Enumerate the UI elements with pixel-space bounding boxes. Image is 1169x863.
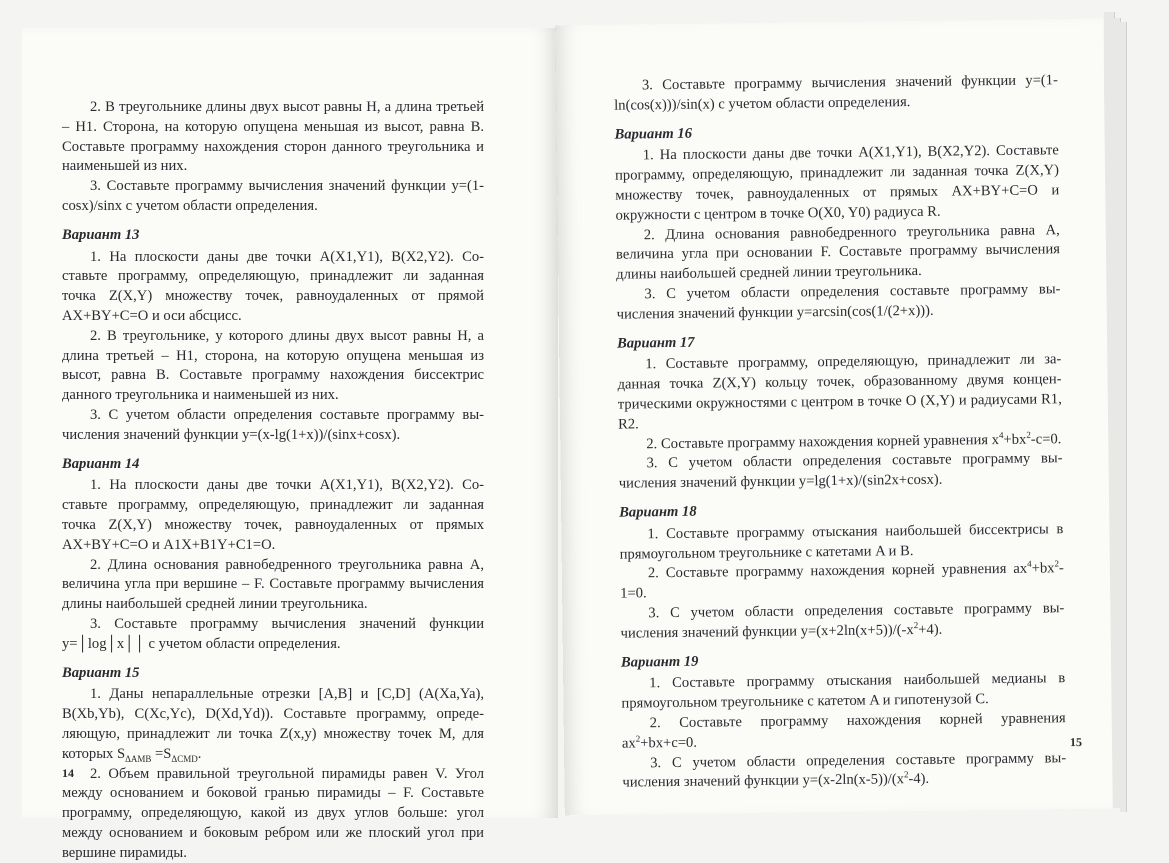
superscript: 2 bbox=[1026, 429, 1031, 439]
text-run: 2. Длина основания равнобедренного треугольника равна A, величина угла при вершине – F. Составьте программу вычисления длины наибольшей средней линии треугольника. bbox=[62, 557, 484, 613]
task-paragraph bbox=[619, 520, 1063, 565]
text-run: 2. Объем правильной треугольной пирамиды равен V. Угол между основанием и боковой гранью пирамиды – F. Составьте программу, определяющую, какой из двух углов больше: угол между основанием и боковым ребром или же плоский угол при вершине пирамиды. bbox=[62, 766, 484, 861]
text-run: 3. Составьте программу вычисления значений функции y=│log│x││ с учетом области определения. bbox=[62, 616, 484, 652]
task-paragraph bbox=[62, 406, 484, 446]
text-run: 2. Составьте программу нахождения корней уравнения x bbox=[646, 432, 999, 452]
task-paragraph bbox=[620, 599, 1064, 644]
page-number: 15 bbox=[1070, 735, 1082, 750]
superscript: 2 bbox=[636, 733, 641, 743]
text-run: 3. С учетом области определения составьте программу вычисления значений функции y=arcsin(cos(1/(2+x))). bbox=[617, 281, 1061, 322]
variant-heading bbox=[62, 455, 484, 475]
variant-heading bbox=[621, 648, 1065, 673]
task-paragraph bbox=[616, 221, 1061, 286]
text-run: 2. В треугольнике длины двух высот равны H, а длина третьей – H1. Сторона, на которую опущена меньшая из высот, равна B. Составьте программу нахождения сторон данного треугольника и наименьшей из них. bbox=[62, 99, 484, 174]
text-run: Вариант 19 bbox=[621, 653, 699, 670]
task-paragraph bbox=[62, 327, 484, 406]
text-run: 2. Составьте программу нахождения корней уравнения ax bbox=[648, 561, 1027, 582]
text-run: -c=0. bbox=[1031, 431, 1062, 447]
text-run: 1. На плоскости даны две точки A(X1,Y1), B(X2,Y2). Составьте программу, определяющую, принадлежит ли заданная точка Z(X,Y) множеству точек, равноудаленных от прямых AX+BY+C=O и окружности с центром в точке O(X0, Y0) радиуса R. bbox=[615, 143, 1059, 224]
text-run: 1. Составьте программу, определяющую, принадлежит ли заданная точка Z(X,Y) кольцу точек, образованному двумя концентрическими окружностями с центром в точке O (X,Y) и радиусами R1, R2. bbox=[617, 352, 1061, 433]
subscript: ΔAMB bbox=[125, 754, 151, 764]
text-run: 3. С учетом области определения составьте программу вычисления значений функции y=(x-lg(1+x))/(sinx+cosx). bbox=[62, 407, 484, 443]
superscript: 2 bbox=[1054, 559, 1059, 569]
text-run: 1. На плоскости даны две точки A(X1,Y1), B(X2,Y2). Составьте программу, определяющую, принадлежит ли заданная точка Z(X,Y) множеству точек, равноудаленных от прямых AX+BY+C=O и A1X+B1Y+C1=O. bbox=[62, 477, 484, 552]
task-paragraph bbox=[617, 351, 1062, 436]
text-run: 3. С учетом области определения составьте программу вычисления значений функции y=(x-2ln(x-5))/(x bbox=[622, 750, 1066, 791]
variant-heading bbox=[62, 664, 484, 684]
task-paragraph bbox=[62, 248, 484, 327]
task-paragraph bbox=[621, 670, 1065, 715]
task-paragraph bbox=[62, 476, 484, 555]
task-paragraph bbox=[620, 560, 1064, 605]
right-page-text bbox=[614, 71, 1067, 793]
variant-heading bbox=[619, 498, 1063, 523]
task-paragraph bbox=[614, 71, 1058, 116]
text-run: 2. Составьте программу нахождения корней уравнения ax bbox=[622, 710, 1066, 751]
text-run: Вариант 13 bbox=[62, 227, 139, 243]
task-paragraph bbox=[62, 556, 484, 615]
text-run: Вариант 15 bbox=[62, 665, 139, 681]
superscript: 4 bbox=[999, 430, 1004, 440]
text-run: 3. С учетом области определения составьте программу вычисления значений функции y=(x+2ln(x+5))/(-x bbox=[621, 600, 1065, 641]
text-run: 1. Составьте программу отыскания наибольшей биссектрисы в прямоугольном треугольнике с катетами A и B. bbox=[620, 521, 1064, 562]
task-paragraph bbox=[62, 177, 484, 217]
task-paragraph bbox=[62, 98, 484, 177]
text-run: +bx bbox=[1032, 561, 1055, 577]
text-run: . bbox=[198, 746, 202, 762]
text-run: +4). bbox=[918, 621, 942, 637]
task-paragraph bbox=[622, 749, 1066, 794]
superscript: 2 bbox=[904, 770, 909, 780]
text-run: 2. В треугольнике, у которого длины двух высот равны H, а длина третьей – H1, сторона, на которую опущена меньшая из высот, равна B. Составьте программу нахождения биссектрис данного треугольника и наименьшей из них. bbox=[62, 328, 484, 403]
variant-heading bbox=[62, 226, 484, 246]
text-run: 3. С учетом области определения составьте программу вычисления значений функции y=lg(1+x)/(sin2x+cosx). bbox=[619, 451, 1063, 492]
right-page bbox=[555, 19, 1113, 816]
text-run: 1. Даны непараллельные отрезки [A,B] и [C,D] (A(Xa,Ya), B(Xb,Yb), C(Xc,Yc), D(Xd,Yd)). Составьте программу, определяющую, принадлежит ли точка Z(x,y) множеству точек M, для которых S bbox=[62, 686, 484, 761]
left-page-text bbox=[62, 98, 484, 863]
left-page bbox=[22, 28, 558, 818]
task-paragraph bbox=[62, 685, 484, 764]
text-run: Вариант 17 bbox=[617, 334, 695, 351]
text-run: 1. Составьте программу отыскания наибольшей медианы в прямоугольном треугольнике с катетом A и гипотенузой C. bbox=[621, 671, 1065, 712]
subscript: ΔCMD bbox=[171, 754, 197, 764]
text-run: =S bbox=[151, 746, 171, 762]
task-paragraph bbox=[62, 615, 484, 655]
text-run: Вариант 16 bbox=[614, 125, 692, 142]
text-run: 1. На плоскости даны две точки A(X1,Y1), B(X2,Y2). Составьте программу, определяющую, принадлежит ли заданная точка Z(X,Y) множеству точек, равноудаленных от прямой AX+BY+C=O и оси абсцисс. bbox=[62, 249, 484, 324]
variant-heading bbox=[617, 329, 1061, 354]
text-run: -4). bbox=[908, 771, 929, 787]
task-paragraph bbox=[616, 280, 1060, 325]
text-run: 3. Составьте программу вычисления значений функции y=(1-cosx)/sinx с учетом области определения. bbox=[62, 178, 484, 214]
task-paragraph bbox=[615, 142, 1060, 227]
text-run: Вариант 14 bbox=[62, 456, 139, 472]
variant-heading bbox=[614, 120, 1058, 145]
superscript: 4 bbox=[1027, 559, 1032, 569]
task-paragraph bbox=[618, 450, 1062, 495]
task-paragraph bbox=[622, 709, 1066, 754]
text-run: 2. Длина основания равнобедренного треугольника равна A, величина угла при основании F. Составьте программу вычисления длины наибольшей средней линии треугольника. bbox=[616, 222, 1060, 283]
page-stack-edge bbox=[1120, 22, 1127, 812]
superscript: 2 bbox=[914, 620, 919, 630]
text-run: Вариант 18 bbox=[619, 504, 697, 521]
text-run: -1=0. bbox=[620, 561, 1064, 602]
text-run: +bx bbox=[1003, 431, 1026, 447]
page-number: 14 bbox=[62, 766, 74, 781]
text-run: +bx+c=0. bbox=[640, 734, 697, 751]
text-run: 3. Составьте программу вычисления значений функции y=(1-ln(cos(x)))/sin(x) с учетом области определения. bbox=[614, 72, 1058, 113]
task-paragraph bbox=[62, 765, 484, 863]
